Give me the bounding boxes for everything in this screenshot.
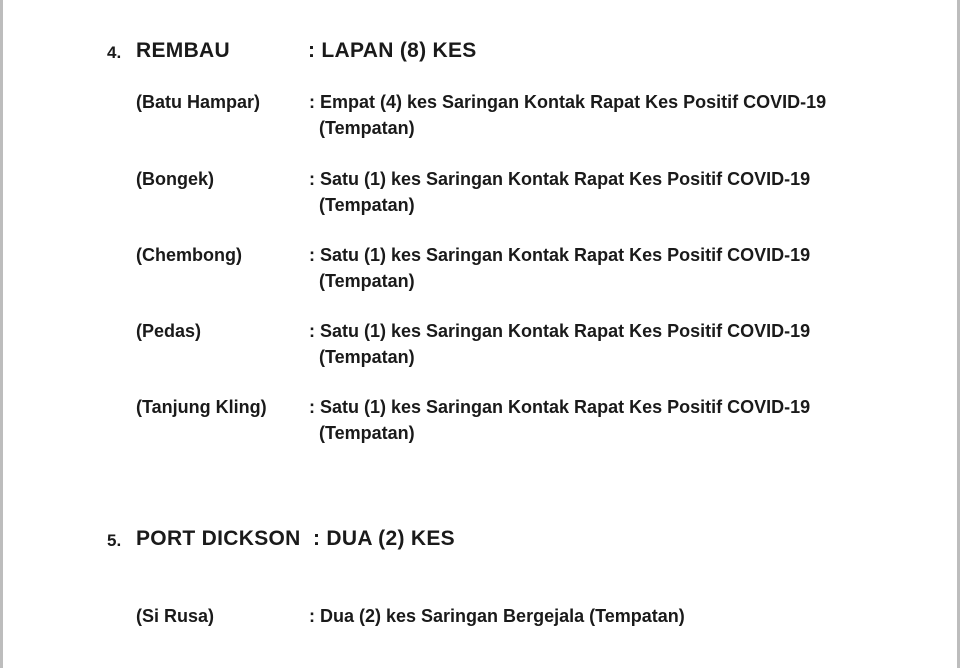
entry-detail: [309, 603, 685, 629]
entry-detail-line1: : Satu (1) kes Saringan Kontak Rapat Kes Positif COVID-19: [309, 245, 811, 265]
entry-location: (Bongek): [136, 169, 214, 189]
section-5-total: : DUA (2) KES: [313, 527, 455, 550]
entry-detail-line2: (Tempatan): [319, 195, 415, 215]
entry-location: (Chembong): [136, 245, 242, 265]
section-4-number: 4.: [107, 43, 122, 62]
section-5-district: PORT DICKSON: [136, 527, 301, 550]
entry-detail-line1: : Satu (1) kes Saringan Kontak Rapat Kes Positif COVID-19: [309, 321, 811, 341]
entry-detail-line1: : Satu (1) kes Saringan Kontak Rapat Kes Positif COVID-19: [309, 169, 811, 189]
entry-detail-line2: (Tempatan): [319, 271, 415, 291]
section-5-number: 5.: [107, 531, 122, 550]
entry-detail: [309, 89, 826, 141]
entry-detail: [309, 394, 810, 446]
entry-detail-line1: : Dua (2) kes Saringan Bergejala (Tempatan): [309, 606, 685, 626]
entry-location: (Tanjung Kling): [136, 397, 267, 417]
entry-location: (Si Rusa): [136, 606, 215, 626]
entry-detail: [309, 242, 810, 294]
section-4-total: : LAPAN (8) KES: [308, 39, 477, 62]
entry-detail: [309, 318, 810, 370]
entry-detail-line1: : Empat (4) kes Saringan Kontak Rapat Kes Positif COVID-19: [309, 92, 827, 112]
entry-detail-line1: : Satu (1) kes Saringan Kontak Rapat Kes Positif COVID-19: [309, 397, 811, 417]
entry-detail-line2: (Tempatan): [319, 347, 415, 367]
entry-location: (Batu Hampar): [136, 92, 261, 112]
section-4-district: REMBAU: [136, 39, 230, 62]
entry-detail: [309, 166, 810, 218]
entry-detail-line2: (Tempatan): [319, 423, 415, 443]
entry-detail-line2: (Tempatan): [319, 118, 415, 138]
entry-location: (Pedas): [136, 321, 202, 341]
